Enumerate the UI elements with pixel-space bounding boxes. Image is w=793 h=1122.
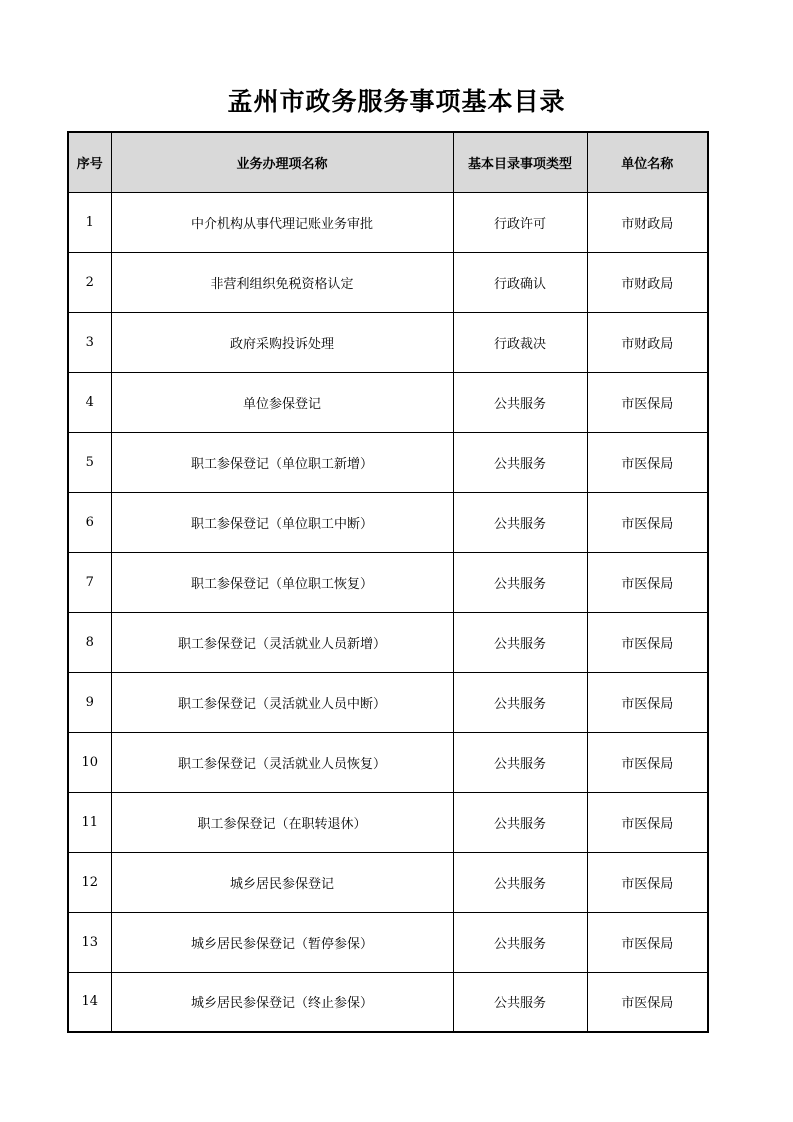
cell-unit: 市财政局 <box>587 252 708 312</box>
cell-name: 城乡居民参保登记（暂停参保） <box>111 912 453 972</box>
cell-type: 行政许可 <box>453 192 587 252</box>
header-unit: 单位名称 <box>587 132 708 192</box>
cell-seq: 8 <box>68 612 111 672</box>
cell-type: 行政确认 <box>453 252 587 312</box>
table-row <box>68 432 708 492</box>
cell-seq: 9 <box>68 672 111 732</box>
cell-seq: 7 <box>68 552 111 612</box>
cell-name: 职工参保登记（在职转退休） <box>111 792 453 852</box>
cell-name: 非营利组织免税资格认定 <box>111 252 453 312</box>
header-name: 业务办理项名称 <box>111 132 453 192</box>
table-row <box>68 552 708 612</box>
cell-type: 公共服务 <box>453 732 587 792</box>
cell-unit: 市医保局 <box>587 492 708 552</box>
cell-unit: 市医保局 <box>587 732 708 792</box>
cell-unit: 市医保局 <box>587 852 708 912</box>
cell-name: 政府采购投诉处理 <box>111 312 453 372</box>
cell-name: 职工参保登记（单位职工恢复） <box>111 552 453 612</box>
cell-type: 公共服务 <box>453 612 587 672</box>
cell-seq: 4 <box>68 372 111 432</box>
cell-seq: 14 <box>68 972 111 1032</box>
cell-seq: 6 <box>68 492 111 552</box>
cell-unit: 市医保局 <box>587 792 708 852</box>
page-title: 孟州市政务服务事项基本目录 <box>227 87 566 116</box>
cell-unit: 市医保局 <box>587 912 708 972</box>
cell-type: 公共服务 <box>453 672 587 732</box>
service-catalog-table <box>67 131 709 1033</box>
cell-unit: 市医保局 <box>587 612 708 672</box>
table-header <box>68 132 708 192</box>
cell-type: 公共服务 <box>453 852 587 912</box>
cell-seq: 12 <box>68 852 111 912</box>
cell-unit: 市医保局 <box>587 432 708 492</box>
cell-type: 公共服务 <box>453 372 587 432</box>
cell-type: 行政裁决 <box>453 312 587 372</box>
table-row <box>68 312 708 372</box>
cell-seq: 10 <box>68 732 111 792</box>
table-row <box>68 912 708 972</box>
table-row <box>68 972 708 1032</box>
table-row <box>68 852 708 912</box>
cell-name: 单位参保登记 <box>111 372 453 432</box>
cell-seq: 11 <box>68 792 111 852</box>
cell-unit: 市医保局 <box>587 372 708 432</box>
cell-name: 职工参保登记（单位职工新增） <box>111 432 453 492</box>
cell-unit: 市财政局 <box>587 192 708 252</box>
cell-name: 职工参保登记（灵活就业人员中断） <box>111 672 453 732</box>
cell-name: 中介机构从事代理记账业务审批 <box>111 192 453 252</box>
table-row <box>68 672 708 732</box>
header-type: 基本目录事项类型 <box>453 132 587 192</box>
cell-name: 职工参保登记（灵活就业人员恢复） <box>111 732 453 792</box>
cell-type: 公共服务 <box>453 792 587 852</box>
cell-type: 公共服务 <box>453 912 587 972</box>
cell-type: 公共服务 <box>453 972 587 1032</box>
cell-name: 城乡居民参保登记（终止参保） <box>111 972 453 1032</box>
cell-name: 职工参保登记（灵活就业人员新增） <box>111 612 453 672</box>
cell-type: 公共服务 <box>453 552 587 612</box>
table-body <box>68 192 708 1032</box>
cell-seq: 5 <box>68 432 111 492</box>
cell-seq: 2 <box>68 252 111 312</box>
cell-name: 职工参保登记（单位职工中断） <box>111 492 453 552</box>
cell-unit: 市财政局 <box>587 312 708 372</box>
table-row <box>68 792 708 852</box>
cell-seq: 3 <box>68 312 111 372</box>
cell-type: 公共服务 <box>453 432 587 492</box>
header-seq: 序号 <box>68 132 111 192</box>
cell-type: 公共服务 <box>453 492 587 552</box>
cell-name: 城乡居民参保登记 <box>111 852 453 912</box>
table-row <box>68 732 708 792</box>
table-row <box>68 372 708 432</box>
cell-unit: 市医保局 <box>587 672 708 732</box>
table-row <box>68 612 708 672</box>
table-row <box>68 192 708 252</box>
cell-seq: 1 <box>68 192 111 252</box>
cell-seq: 13 <box>68 912 111 972</box>
table-row <box>68 252 708 312</box>
header-row <box>68 132 708 192</box>
table-row <box>68 492 708 552</box>
cell-unit: 市医保局 <box>587 972 708 1032</box>
cell-unit: 市医保局 <box>587 552 708 612</box>
